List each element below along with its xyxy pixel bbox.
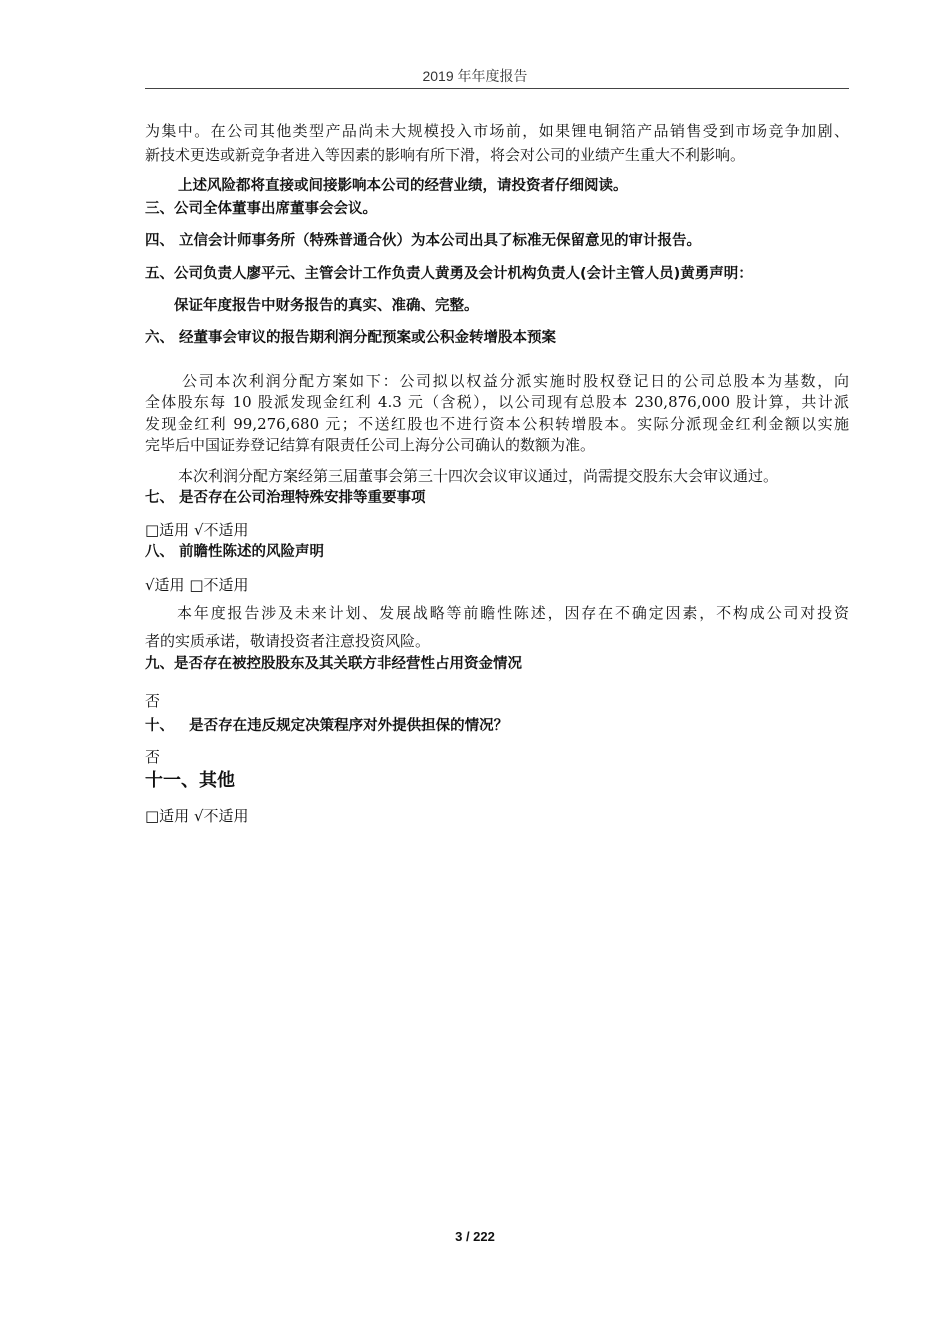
section-8-option: √适用 □不适用	[145, 576, 249, 594]
section-9-answer: 否	[145, 692, 161, 710]
section-7-option: □适用 √不适用	[145, 521, 249, 539]
risk-summary: 上述风险都将直接或间接影响本公司的经营业绩，请投资者仔细阅读。	[178, 178, 628, 194]
risk-text-line: 新技术更迭或新竞争者进入等因素的影响有所下滑，将会对公司的业绩产生重大不利影响。	[145, 146, 746, 164]
section-10-heading: 十、 是否存在违反规定决策程序对外提供担保的情况？	[145, 718, 509, 734]
section-11-heading: 十一、其他	[145, 770, 235, 791]
section-7-heading: 七、 是否存在公司治理特殊安排等重要事项	[145, 490, 426, 506]
section-3-heading: 三、公司全体董事出席董事会会议。	[145, 201, 377, 217]
forward-looking-line: 本年度报告涉及未来计划、发展战略等前瞻性陈述，因存在不确定因素，不构成公司对投资	[177, 604, 849, 622]
profit-plan-approval: 本次利润分配方案经第三届董事会第三十四次会议审议通过，尚需提交股东大会审议通过。	[178, 467, 779, 485]
forward-looking-line: 者的实质承诺，敬请投资者注意投资风险。	[145, 632, 431, 650]
section-6-heading: 六、 经董事会审议的报告期利润分配预案或公积金转增股本预案	[145, 330, 557, 346]
section-9-heading: 九、是否存在被控股股东及其关联方非经营性占用资金情况	[145, 656, 522, 672]
profit-plan-line: 完毕后中国证券登记结算有限责任公司上海分公司确认的数额为准。	[145, 436, 596, 454]
page-number: 3 / 222	[455, 1229, 495, 1244]
section-5-heading: 五、公司负责人廖平元、主管会计工作负责人黄勇及会计机构负责人(会计主管人员)黄勇声明：	[145, 266, 753, 282]
risk-text-line: 为集中。在公司其他类型产品尚未大规模投入市场前，如果锂电铜箔产品销售受到市场竞争加剧、	[145, 122, 849, 140]
section-5-statement: 保证年度报告中财务报告的真实、准确、完整。	[174, 298, 479, 314]
section-4-heading: 四、 立信会计师事务所（特殊普通合伙）为本公司出具了标准无保留意见的审计报告。	[145, 233, 702, 249]
section-8-heading: 八、 前瞻性陈述的风险声明	[145, 544, 325, 560]
header-title: 2019 年年度报告	[422, 68, 528, 84]
profit-plan-line: 公司本次利润分配方案如下：公司拟以权益分派实施时股权登记日的公司总股本为基数，向	[182, 372, 849, 390]
section-10-answer: 否	[145, 748, 161, 766]
section-11-option: □适用 √不适用	[145, 807, 249, 825]
header-divider	[145, 88, 849, 89]
profit-plan-line: 发现金红利 99,276,680 元；不送红股也不进行资本公积转增股本。实际分派现金红利金额以实施	[145, 415, 849, 433]
profit-plan-line: 全体股东每 10 股派发现金红利 4.3 元（含税），以公司现有总股本 230,876,000 股计算，共计派	[145, 393, 849, 411]
